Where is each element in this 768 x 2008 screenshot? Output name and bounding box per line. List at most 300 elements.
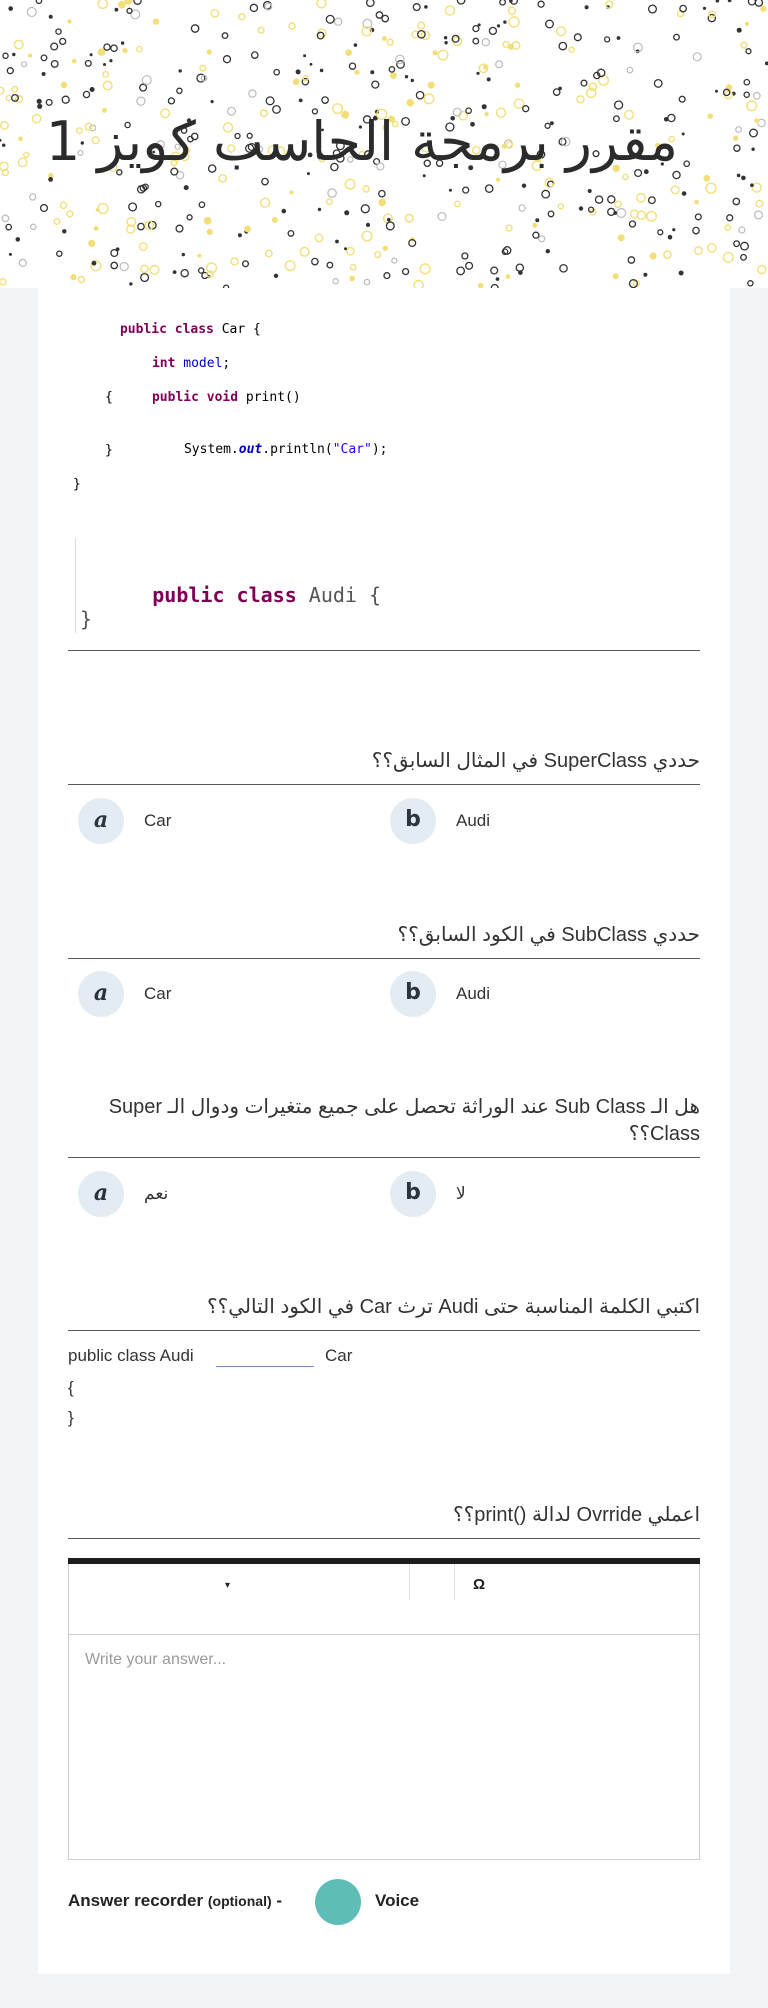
decorative-dot (51, 43, 58, 50)
decorative-dot (15, 237, 20, 242)
decorative-dot (497, 24, 500, 27)
decorative-dot (350, 265, 355, 270)
decorative-dot (362, 231, 372, 241)
decorative-dot (274, 70, 279, 75)
decorative-dot (542, 190, 550, 198)
decorative-dot (49, 15, 53, 19)
decorative-dot (140, 243, 148, 251)
decorative-dot (207, 229, 213, 235)
decorative-dot (519, 205, 525, 211)
decorative-dot (68, 19, 72, 23)
decorative-dot (62, 96, 69, 103)
decorative-dot (613, 211, 617, 215)
decorative-dot (733, 136, 738, 141)
decorative-dot (581, 80, 587, 86)
fill-code-after: Car (325, 1346, 353, 1365)
decorative-dot (522, 184, 526, 188)
decorative-dot (482, 39, 489, 46)
quiz-title: مقرر برمجة الحاسب كويز 1 (45, 110, 678, 173)
decorative-dot (370, 70, 374, 74)
decorative-dot (137, 97, 145, 105)
code-keyword: public class (152, 583, 297, 607)
code-text: ); (371, 442, 388, 457)
decorative-dot (176, 225, 183, 232)
option-label: Audi (456, 984, 491, 1003)
decorative-dot (141, 274, 149, 282)
decorative-dot (0, 87, 4, 94)
decorative-dot (318, 208, 321, 211)
decorative-dot (745, 22, 749, 26)
decorative-dot (333, 279, 338, 284)
toolbar-separator (409, 1564, 410, 1600)
decorative-dot (83, 91, 89, 97)
decorative-dot (37, 99, 42, 104)
voice-label: Voice (375, 1891, 420, 1910)
decorative-dot (546, 20, 554, 28)
decorative-dot (491, 267, 498, 274)
decorative-dot (46, 100, 52, 106)
decorative-dot (741, 254, 747, 260)
option-letter-badge: b (390, 971, 436, 1017)
fill-code-before: public class Audi (68, 1346, 194, 1365)
question-5-text: اعملي Ovrride لدالة ()print؟؟ (452, 1504, 700, 1526)
decorative-dot (747, 101, 757, 111)
decorative-dot (548, 211, 554, 217)
decorative-dot (335, 240, 339, 244)
decorative-dot (266, 97, 274, 105)
decorative-dot (546, 249, 550, 253)
decorative-dot (748, 0, 755, 5)
decorative-dot (724, 89, 730, 95)
decorative-dot (420, 264, 430, 274)
decorative-dot (299, 99, 303, 103)
decorative-dot (379, 191, 385, 197)
decorative-dot (539, 236, 545, 242)
decorative-dot (643, 273, 647, 277)
decorative-dot (413, 4, 420, 11)
decorative-dot (503, 20, 506, 23)
decorative-dot (695, 214, 701, 220)
decorative-dot (122, 48, 127, 53)
decorative-dot (156, 202, 161, 207)
decorative-dot (405, 75, 408, 78)
decorative-dot (98, 0, 107, 8)
decorative-dot (608, 196, 615, 203)
decorative-dot (382, 36, 387, 41)
decorative-dot (103, 63, 106, 66)
decorative-dot (387, 39, 393, 45)
decorative-dot (231, 258, 238, 265)
decorative-dot (500, 0, 506, 5)
decorative-dot (751, 148, 754, 151)
decorative-dot (31, 224, 36, 229)
decorative-dot (755, 211, 763, 219)
decorative-dot (127, 8, 132, 13)
decorative-dot (496, 61, 503, 68)
decorative-dot (361, 205, 369, 213)
decorative-dot (446, 6, 455, 15)
decorative-dot (0, 139, 2, 142)
decorative-dot (396, 55, 404, 63)
decorative-dot (403, 269, 409, 275)
decorative-dot (679, 271, 684, 276)
decorative-dot (258, 27, 264, 33)
decorative-dot (272, 217, 278, 223)
decorative-dot (60, 202, 66, 208)
decorative-dot (121, 41, 124, 44)
decorative-dot (111, 45, 117, 51)
decorative-dot (407, 99, 415, 107)
decorative-dot (725, 225, 730, 230)
decorative-dot (715, 90, 718, 93)
decorative-dot (737, 174, 741, 178)
decorative-dot (654, 80, 662, 88)
decorative-dot (758, 266, 766, 274)
decorative-dot (18, 158, 26, 166)
decorative-dot (300, 248, 309, 257)
decorative-dot (516, 264, 523, 271)
decorative-dot (750, 129, 758, 137)
decorative-dot (239, 14, 245, 20)
decorative-dot (355, 70, 360, 75)
decorative-dot (703, 7, 706, 10)
option-label: Car (144, 811, 172, 830)
decorative-dot (392, 258, 397, 263)
decorative-dot (33, 115, 41, 123)
decorative-dot (22, 62, 27, 67)
decorative-dot (386, 222, 394, 230)
decorative-dot (671, 186, 679, 194)
decorative-dot (605, 37, 610, 42)
decorative-dot (455, 201, 460, 206)
decorative-dot (509, 7, 516, 14)
decorative-dot (744, 80, 749, 85)
code-field: model (183, 356, 223, 371)
decorative-dot (90, 53, 93, 56)
decorative-dot (293, 79, 300, 86)
decorative-dot (129, 203, 137, 211)
decorative-dot (384, 273, 390, 279)
decorative-dot (2, 144, 5, 147)
decorative-dot (111, 250, 118, 257)
decorative-dot (364, 279, 369, 284)
question-1-option-a[interactable] (78, 798, 338, 844)
decorative-dot (141, 265, 148, 272)
decorative-dot (462, 253, 468, 259)
decorative-dot (204, 217, 212, 225)
decorative-dot (181, 270, 188, 277)
decorative-dot (115, 8, 119, 12)
decorative-dot (414, 281, 423, 289)
decorative-dot (367, 0, 374, 6)
decorative-dot (177, 88, 182, 93)
decorative-dot (628, 257, 634, 263)
option-letter-badge: a (78, 798, 124, 844)
decorative-dot (266, 250, 272, 256)
decorative-dot (378, 199, 386, 207)
decorative-dot (752, 183, 761, 192)
question-2-option-a[interactable] (78, 971, 338, 1017)
question-3-option-a[interactable] (78, 1171, 338, 1217)
decorative-dot (61, 82, 68, 89)
decorative-dot (734, 145, 740, 151)
decorative-dot (72, 59, 77, 64)
decorative-dot (60, 38, 66, 44)
option-letter-badge: b (390, 1171, 436, 1217)
question-1-text: حددي SuperClass في المثال السابق؟؟ (371, 750, 700, 772)
option-label: نعم (144, 1184, 169, 1203)
decorative-dot (88, 240, 95, 247)
decorative-dot (138, 223, 144, 229)
decorative-dot (137, 46, 142, 51)
special-characters-icon[interactable]: Ω (473, 1576, 486, 1593)
decorative-dot (322, 97, 328, 103)
recorder-optional: (optional) (207, 1893, 272, 1909)
decorative-dot (335, 18, 342, 25)
code-text: Audi { (296, 583, 382, 607)
decorative-dot (703, 175, 710, 182)
question-4-text: اكتبي الكلمة المناسبة حتى Audi ترث Car في الكود التالي؟؟ (207, 1296, 700, 1318)
decorative-dot (649, 197, 656, 204)
decorative-dot (48, 177, 53, 182)
decorative-dot (90, 87, 95, 92)
decorative-dot (457, 0, 464, 4)
code-text: { (105, 390, 113, 405)
decorative-dot (706, 183, 716, 193)
decorative-dot (664, 251, 671, 258)
decorative-dot (615, 201, 621, 207)
decorative-dot (349, 63, 355, 69)
decorative-dot (754, 93, 761, 100)
divider (68, 958, 700, 959)
code-text: ; (222, 356, 231, 371)
decorative-dot (19, 259, 26, 266)
decorative-dot (682, 191, 687, 196)
decorative-dot (173, 270, 177, 274)
decorative-dot (617, 209, 626, 218)
question-3-option-b[interactable] (390, 1171, 650, 1217)
option-label: Audi (456, 811, 491, 830)
decorative-dot (649, 5, 657, 13)
toolbar-separator (454, 1564, 455, 1600)
decorative-dot (30, 194, 36, 200)
decorative-dot (327, 199, 332, 204)
divider (68, 1538, 700, 1539)
decorative-dot (613, 273, 619, 279)
decorative-dot (387, 218, 391, 222)
decorative-dot (734, 241, 740, 247)
quiz-card (38, 288, 730, 1974)
decorative-dot (559, 42, 566, 49)
format-dropdown-caret-icon[interactable]: ▾ (225, 1580, 231, 1591)
decorative-dot (12, 53, 15, 56)
decorative-dot (244, 226, 251, 233)
fill-blank-input[interactable] (216, 1344, 314, 1367)
decorative-dot (296, 69, 301, 74)
decorative-dot (54, 219, 60, 225)
decorative-dot (310, 63, 313, 66)
decorative-dot (585, 5, 589, 9)
decorative-dot (327, 262, 333, 268)
decorative-dot (418, 22, 425, 29)
fill-code-close-brace: } (68, 1408, 74, 1427)
decorative-dot (326, 15, 334, 23)
decorative-dot (12, 87, 17, 92)
decorative-dot (211, 100, 214, 103)
decorative-dot (354, 43, 358, 47)
answer-recorder-label (68, 1891, 282, 1911)
decorative-dot (724, 253, 734, 263)
decorative-dot (320, 69, 324, 73)
decorative-dot (41, 55, 47, 61)
code-text: System. (183, 442, 239, 457)
decorative-dot (372, 81, 379, 88)
decorative-dot (463, 187, 469, 193)
option-label: لا (456, 1184, 466, 1203)
decorative-dot (574, 34, 581, 41)
decorative-dot (98, 204, 108, 214)
decorative-dot (134, 0, 141, 4)
decorative-dot (708, 244, 716, 252)
decorative-dot (12, 95, 19, 102)
decorative-dot (67, 211, 73, 217)
voice-record-button[interactable] (315, 1879, 361, 1925)
code-string: "Car" (332, 442, 372, 457)
decorative-dot (627, 67, 633, 73)
decorative-dot (289, 23, 295, 29)
code-keyword: public void (151, 390, 239, 405)
decorative-dot (508, 44, 514, 50)
option-letter-badge: b (390, 798, 436, 844)
question-1-option-b[interactable] (390, 798, 650, 844)
decorative-dot (345, 49, 352, 56)
decorative-dot (366, 223, 370, 227)
decorative-dot (535, 218, 539, 222)
decorative-dot (199, 268, 204, 273)
decorative-dot (741, 176, 746, 181)
decorative-dot (78, 277, 84, 283)
decorative-dot (680, 5, 686, 11)
decorative-dot (303, 54, 306, 57)
answer-textarea[interactable] (69, 1635, 699, 1857)
decorative-dot (62, 229, 66, 233)
decorative-dot (438, 213, 446, 221)
decorative-dot (168, 98, 174, 104)
recorder-dash: - (271, 1891, 283, 1910)
decorative-dot (179, 69, 182, 72)
decorative-dot (411, 79, 414, 82)
decorative-dot (250, 4, 257, 11)
decorative-dot (7, 68, 13, 74)
divider (68, 650, 700, 651)
decorative-dot (347, 248, 354, 255)
decorative-dot (509, 17, 519, 27)
decorative-dot (27, 8, 36, 17)
code-text: } (80, 607, 93, 631)
decorative-dot (433, 50, 438, 55)
decorative-dot (741, 242, 749, 250)
decorative-dot (554, 89, 560, 95)
decorative-dot (618, 234, 625, 241)
decorative-dot (637, 194, 645, 202)
decorative-dot (707, 113, 713, 119)
decorative-dot (506, 274, 511, 279)
decorative-dot (238, 233, 242, 237)
decorative-dot (736, 127, 742, 133)
decorative-dot (37, 104, 42, 109)
fill-code-open-brace: { (68, 1378, 74, 1397)
decorative-dot (538, 1, 544, 7)
question-2-option-b[interactable] (390, 971, 650, 1017)
decorative-dot (129, 282, 132, 285)
code-keyword: public class (119, 322, 214, 337)
decorative-dot (9, 253, 12, 256)
decorative-dot (18, 136, 23, 141)
decorative-dot (94, 226, 99, 231)
decorative-dot (375, 252, 381, 258)
decorative-dot (315, 234, 322, 241)
decorative-dot (42, 72, 46, 76)
decorative-dot (142, 76, 151, 85)
decorative-dot (36, 0, 41, 4)
decorative-dot (444, 36, 447, 39)
decorative-dot (317, 0, 326, 8)
decorative-dot (533, 232, 539, 238)
decorative-dot (199, 202, 204, 207)
decorative-dot (466, 262, 473, 269)
decorative-dot (737, 28, 742, 33)
decorative-dot (0, 279, 6, 285)
decorative-dot (120, 263, 128, 271)
decorative-dot (344, 247, 347, 250)
decorative-dot (694, 200, 699, 205)
decorative-dot (728, 0, 732, 2)
decorative-dot (748, 281, 753, 286)
code-text: } (73, 477, 81, 492)
decorative-dot (207, 49, 212, 54)
question-2-text: حددي SubClass في الكود السابق؟؟ (397, 924, 700, 946)
decorative-dot (6, 224, 11, 229)
decorative-dot (760, 6, 766, 12)
decorative-dot (222, 33, 228, 39)
option-letter-badge: a (78, 971, 124, 1017)
divider (68, 1157, 700, 1158)
decorative-dot (672, 228, 675, 231)
decorative-dot (345, 179, 355, 189)
decorative-dot (56, 29, 61, 34)
decorative-dot (682, 133, 685, 136)
decorative-dot (109, 59, 112, 62)
divider (68, 784, 700, 785)
decorative-dot (444, 41, 447, 44)
code-snippet-border (75, 538, 76, 633)
option-letter-badge: a (78, 1171, 124, 1217)
decorative-dot (739, 227, 745, 233)
decorative-dot (509, 0, 513, 3)
code-text: } (105, 443, 113, 458)
decorative-dot (289, 190, 293, 194)
decorative-dot (8, 6, 13, 11)
decorative-dot (579, 206, 583, 210)
decorative-dot (473, 38, 479, 44)
decorative-dot (756, 200, 763, 207)
decorative-dot (733, 198, 739, 204)
decorative-dot (496, 277, 500, 281)
decorative-dot (577, 96, 584, 103)
decorative-dot (658, 230, 663, 235)
decorative-dot (282, 209, 287, 214)
code-text: .println( (262, 442, 333, 457)
